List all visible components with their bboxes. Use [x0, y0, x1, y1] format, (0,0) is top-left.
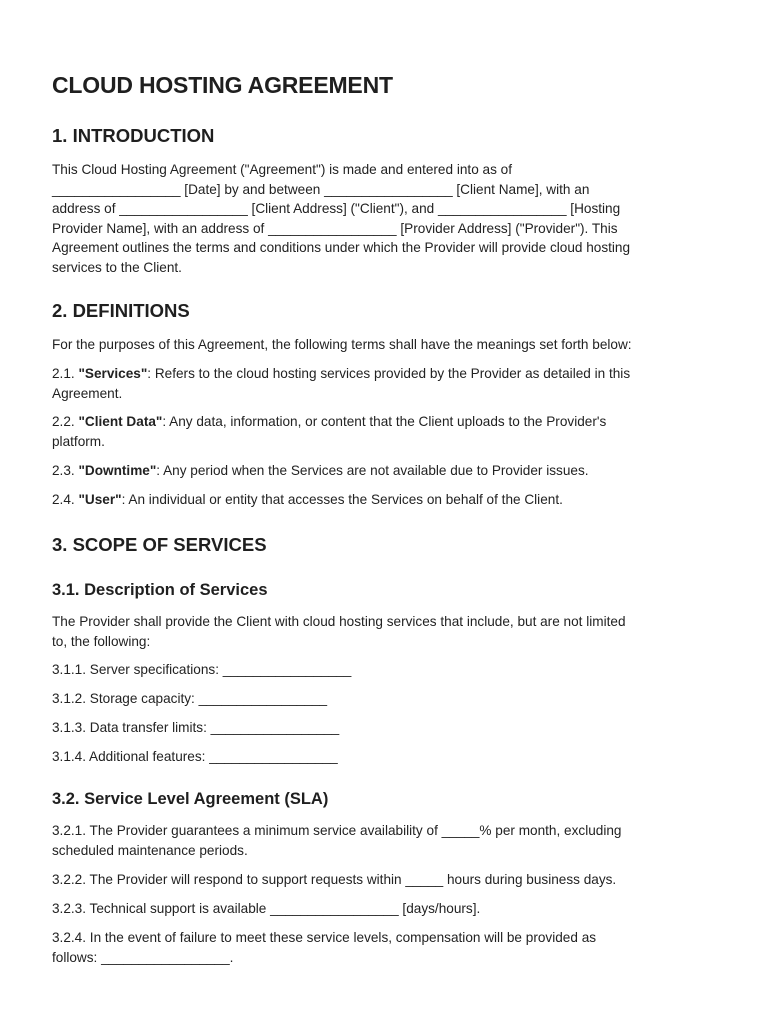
definition-text: : An individual or entity that accesses the Services on behalf of the Client.	[121, 492, 563, 507]
sla-item-availability	[52, 821, 720, 860]
definition-item-downtime	[52, 461, 720, 481]
list-item-data-transfer-limits: 3.1.3. Data transfer limits: _________________	[52, 720, 340, 735]
definition-text: platform.	[52, 433, 105, 449]
definition-number: 2.2.	[52, 414, 79, 429]
sla-item-compensation	[52, 928, 720, 967]
subsection-heading-description: 3.1. Description of Services	[52, 581, 268, 599]
section-heading-introduction: 1. INTRODUCTION	[52, 125, 215, 146]
description-paragraph	[52, 612, 720, 651]
sla-item-response-time: 3.2.2. The Provider will respond to support requests within _____ hours during business days.	[52, 872, 617, 887]
definition-text: : Any data, information, or content that the Client uploads to the Provider's	[162, 414, 607, 429]
text-line: Provider Name], with an address of _________________ [Provider Address] ("Provider"). This	[52, 220, 618, 236]
list-item-additional-features: 3.1.4. Additional features: _________________	[52, 749, 338, 764]
list-item-storage-capacity: 3.1.2. Storage capacity: _________________	[52, 691, 328, 706]
text-line: follows: _________________.	[52, 949, 234, 965]
text-line: Agreement outlines the terms and conditions under which the Provider will provide cloud hosting	[52, 240, 631, 255]
definition-item-client-data	[52, 412, 720, 451]
text-line: services to the Client.	[52, 259, 182, 275]
text-line: address of _________________ [Client Address] ("Client"), and _________________ [Hosting	[52, 201, 621, 216]
definition-item-services	[52, 364, 720, 403]
definition-text: Agreement.	[52, 385, 123, 401]
text-line: The Provider shall provide the Client with cloud hosting services that include, but are not limited	[52, 614, 626, 629]
definition-term: "Services"	[78, 366, 148, 381]
text-line: _________________ [Date] by and between _________________ [Client Name], with an	[52, 181, 590, 197]
text-line: 3.2.4. In the event of failure to meet these service levels, compensation will be provided as	[52, 930, 597, 945]
definition-term: "Downtime"	[78, 463, 157, 478]
text-line: to, the following:	[52, 633, 151, 649]
introduction-paragraph	[52, 160, 720, 277]
definition-number: 2.4.	[52, 492, 79, 507]
definition-term: "Client Data"	[78, 414, 163, 429]
section-heading-definitions: 2. DEFINITIONS	[52, 300, 190, 321]
definition-term: "User"	[78, 492, 122, 507]
definition-text: : Any period when the Services are not available due to Provider issues.	[156, 463, 589, 478]
definition-number: 2.1.	[52, 366, 79, 381]
section-heading-scope: 3. SCOPE OF SERVICES	[52, 534, 267, 555]
subsection-heading-sla: 3.2. Service Level Agreement (SLA)	[52, 790, 329, 808]
list-item-server-specifications: 3.1.1. Server specifications: _________________	[52, 662, 352, 677]
text-line: This Cloud Hosting Agreement ("Agreement") is made and entered into as of	[52, 162, 512, 177]
text-line: 3.2.1. The Provider guarantees a minimum service availability of _____% per month, excluding	[52, 823, 622, 838]
definitions-lead: For the purposes of this Agreement, the following terms shall have the meanings set forth below:	[52, 337, 632, 352]
definition-item-user	[52, 490, 720, 510]
document-title: CLOUD HOSTING AGREEMENT	[52, 72, 393, 98]
text-line: scheduled maintenance periods.	[52, 842, 248, 858]
definition-number: 2.3.	[52, 463, 79, 478]
sla-item-technical-support: 3.2.3. Technical support is available _________________ [days/hours].	[52, 901, 481, 916]
definition-text: : Refers to the cloud hosting services provided by the Provider as detailed in this	[147, 366, 631, 381]
